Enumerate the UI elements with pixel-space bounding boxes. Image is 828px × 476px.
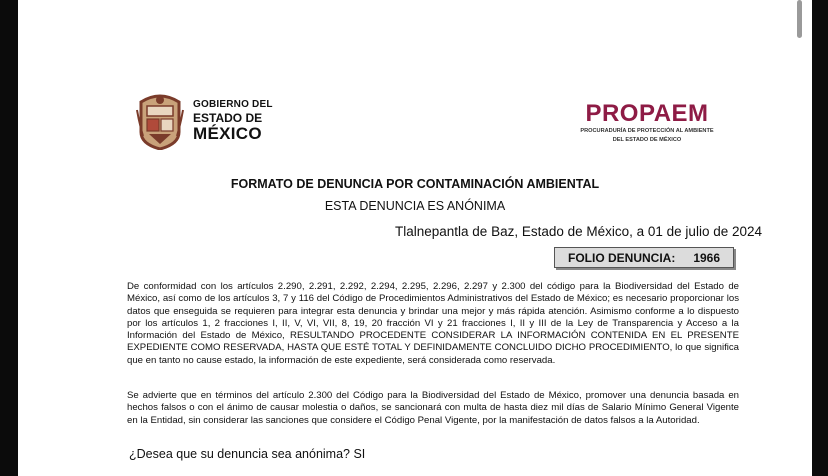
document-title: FORMATO DE DENUNCIA POR CONTAMINACIÓN AMBIENTAL bbox=[230, 177, 600, 191]
anonymous-question: ¿Desea que su denuncia sea anónima? SI bbox=[129, 447, 366, 461]
propaem-title: PROPAEM bbox=[585, 100, 709, 127]
coat-of-arms-icon bbox=[135, 92, 185, 150]
place-date: Tlalnepantla de Baz, Estado de México, a 01 de julio de 2024 bbox=[395, 224, 762, 239]
gob-line2: ESTADO DE bbox=[193, 111, 263, 125]
propaem-sub1: PROCURADURÍA DE PROTECCIÓN AL AMBIENTE bbox=[580, 128, 714, 134]
propaem-logo bbox=[567, 102, 727, 143]
document-subtitle: ESTA DENUNCIA ES ANÓNIMA bbox=[324, 199, 506, 213]
gobierno-logo bbox=[135, 92, 273, 150]
folio-number: 1966 bbox=[693, 250, 721, 265]
legal-paragraph-1: De conformidad con los artículos 2.290, 2.291, 2.292, 2.294, 2.295, 2.296, 2.297 y 2.300 del código para la Biodiversidad del Estado de México, así como de los artículos 3, 7 y 116 del Código de Procedimientos Administrativos del Estado de México; es necesario proporcionar los datos que enseguida se requieren para integrar esta denuncia y brindar una mejor y más rápida atención. Asimismo conforme a lo dispuesto por los artículos 1, 2 fracciones I, II, V, VI, VII, 8, 19, 20 fracción VI y 21 fracciones I, II y III de la Ley de Transparencia y Acceso a la Información del Estado de México, RESULTANDO PROCEDENTE CONSIDERAR LA INFORMACIÓN CONTENIDA EN EL PRESENTE EXPEDIENTE COMO RESERVADA, HASTA QUE ESTÉ TOTAL Y DEFINIDAMENTE CONCLUIDO DICHO PROCEDIMIENTO, lo que significa que en tanto no cause estado, la información de este expediente, será considerada como reservada. bbox=[127, 281, 739, 366]
document-page bbox=[18, 0, 812, 476]
gob-line3: MÉXICO bbox=[193, 124, 262, 143]
gobierno-text bbox=[193, 100, 273, 142]
scrollbar[interactable] bbox=[797, 0, 802, 38]
folio-label: FOLIO DENUNCIA: bbox=[567, 250, 676, 265]
propaem-sub2: DEL ESTADO DE MÉXICO bbox=[612, 136, 682, 143]
folio-box bbox=[554, 247, 734, 268]
legal-paragraph-2: Se advierte que en términos del artículo 2.300 del Código para la Biodiversidad del Estado de México, promover una denuncia basada en hechos falsos o con el ánimo de causar molestia o daños, se sancionará con multa de hasta diez mil días de Salario Mínimo General Vigente en la Entidad, sin considerar las sanciones que considere el Código Penal Vigente, por la manifestación de datos falsos a la Autoridad. bbox=[127, 390, 739, 426]
gob-line1: GOBIERNO DEL bbox=[193, 99, 273, 110]
